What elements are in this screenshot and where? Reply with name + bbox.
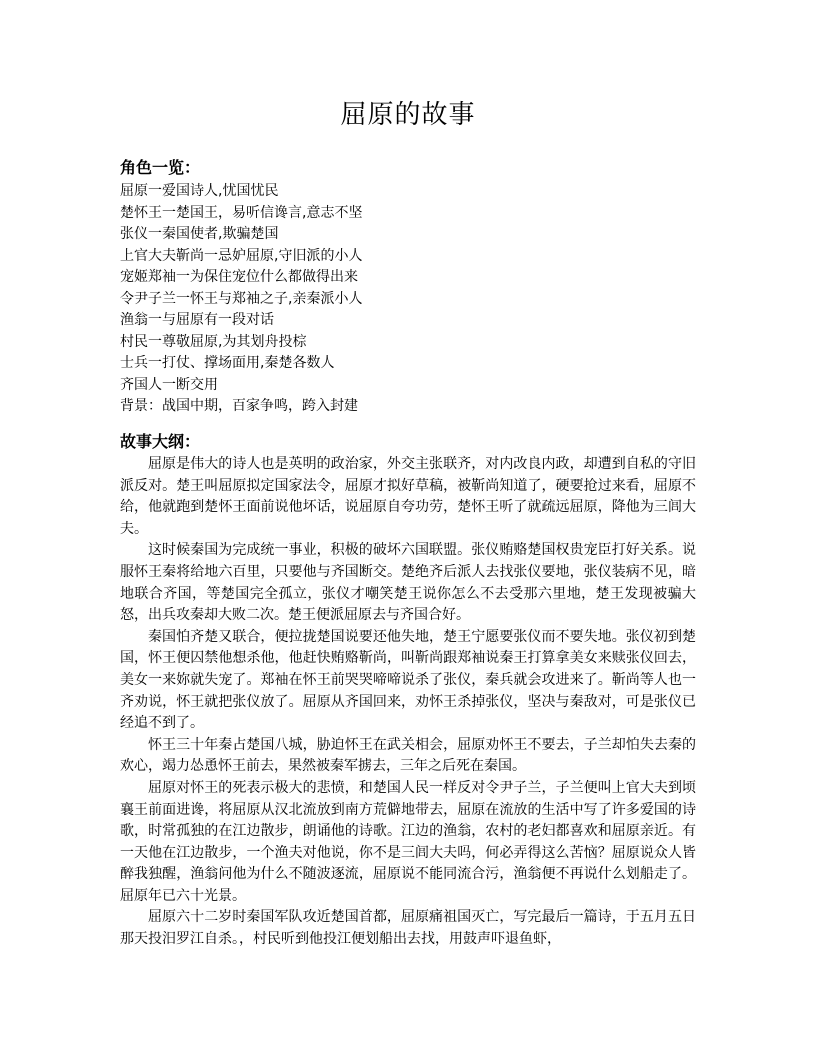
roles-list xyxy=(120,181,700,418)
roles-heading: 角色一览： xyxy=(120,158,201,177)
outline-heading: 故事大纲： xyxy=(120,432,201,451)
outline-paragraph: 屈原对怀王的死表示极大的悲愤，和楚国人民一样反对令尹子兰，子兰便叫上官大夫到顷襄王前面进谗，将屈原从汉北流放到南方荒僻地带去，屈原在流放的生活中写了许多爱国的诗歌，时常孤独的在江边散步，朗诵他的诗歌。江边的渔翁，农村的老妇都喜欢和屈原亲近。有一天他在江边散步，一个渔夫对他说，你不是三闾大夫吗，何必弄得这么苦恼？屈原说众人皆醉我独醒，渔翁问他为什么不随波逐流，屈原说不能同流合污，渔翁便不再说什么划船走了。屈原年已六十光景。 xyxy=(120,779,696,904)
outline-paragraph: 这时候秦国为完成统一事业，积极的破坏六国联盟。张仪贿赂楚国权贵宠臣打好关系。说服怀王秦将给地六百里，只要他与齐国断交。楚绝齐后派人去找张仪要地，张仪装病不见，暗地联合齐国，等楚国完全孤立，张仪才嘲笑楚王说你怎么不去受那六里地，楚王发现被骗大怒，出兵攻秦却大败二次。楚王便派屈原去与齐国合好。 xyxy=(120,542,696,624)
outline-paragraph: 怀王三十年秦占楚国八城，胁迫怀王在武关相会，屈原劝怀王不要去，子兰却怕失去秦的欢心，竭力怂恿怀王前去，果然被秦军掳去，三年之后死在秦国。 xyxy=(120,736,696,775)
outline-paragraph: 屈原六十二岁时秦国军队攻近楚国首都，屈原痛祖国灭亡，写完最后一篇诗，于五月五日那天投汨罗江自杀。，村民听到他投江便划船出去找，用鼓声吓退鱼虾， xyxy=(120,909,696,948)
role-item: 令尹子兰一怀王与郑袖之子,亲秦派小人 xyxy=(120,290,363,307)
role-item: 渔翁一与屈原有一段对话 xyxy=(120,312,274,328)
outline-body xyxy=(120,454,696,951)
outline-paragraph: 秦国怕齐楚又联合，便拉拢楚国说要还他失地，楚王宁愿要张仪而不要失地。张仪初到楚国，怀王便囚禁他想杀他，他赶快贿赂靳尚，叫靳尚跟郑袖说秦王打算拿美女来赎张仪回去，美女一来妳就失宠了。郑袖在怀王前哭哭啼啼说杀了张仪，秦兵就会攻进来了。靳尚等人也一齐劝说，怀王就把张仪放了。屈原从齐国回来，劝怀王杀掉张仪，坚决与秦敌对，可是张仪已经追不到了。 xyxy=(120,628,696,732)
role-item: 楚怀王一楚国王，易听信谗言,意志不坚 xyxy=(120,204,363,221)
outline-paragraph: 屈原是伟大的诗人也是英明的政治家，外交主张联齐，对内改良内政，却遭到自私的守旧派反对。楚王叫屈原拟定国家法令，屈原才拟好草稿，被靳尚知道了，硬要抢过来看，屈原不给，他就跑到楚怀王面前说他坏话，说屈原自夸功劳，楚怀王听了就疏远屈原，降他为三闾大夫。 xyxy=(120,456,696,537)
role-item: 屈原一爱国诗人,忧国忧民 xyxy=(120,183,279,199)
role-item: 士兵一打仗、撑场面用,秦楚各数人 xyxy=(120,355,335,371)
page-title: 屈原的故事 xyxy=(340,100,476,130)
background-note: 背景：战国中期，百家争鸣，跨入封建 xyxy=(120,398,358,414)
role-item: 张仪一秦国使者,欺骗楚国 xyxy=(120,226,279,242)
role-item: 宠姬郑袖一为保住宠位什么都做得出来 xyxy=(120,269,358,285)
role-item: 上官大夫靳尚一忌妒屈原,守旧派的小人 xyxy=(120,247,363,264)
role-item: 村民一尊敬屈原,为其划舟投棕 xyxy=(120,333,307,350)
role-item: 齐国人一断交用 xyxy=(120,376,218,393)
